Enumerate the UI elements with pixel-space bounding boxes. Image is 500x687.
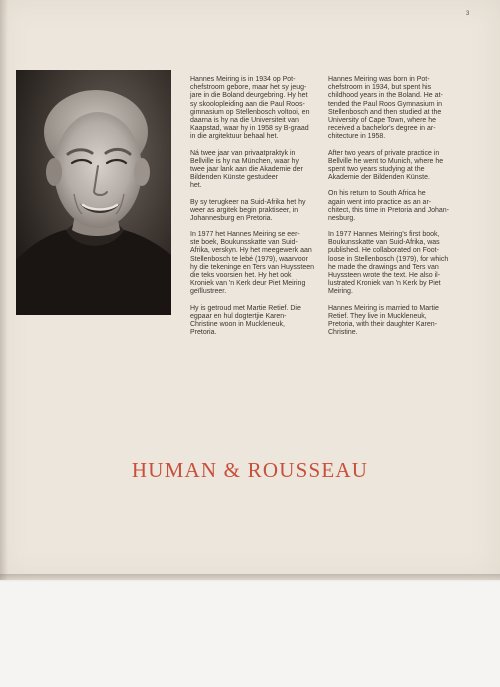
english-paragraph: In 1977 Hannes Meiring's first book, Boukunsskatte van Suid-Afrika, was published. He collaborated on Foot- loose in Stellenbosch (1979), for which he made the drawings and Ters van Huyssteen wrote the text. He also il- lustrated Kroniek van 'n Kerk by Piet Meiring. xyxy=(328,231,449,296)
english-paragraph: On his return to South Africa he again went into practice as an ar- chitect, this time in Pretoria and Johan- nesburg. xyxy=(328,190,450,222)
english-paragraph: Hannes Meiring was born in Pot- chefstroom in 1934, but spent his childhood years in the Boland. He at- tended the Paul Roos Gymnasium in Stellenbosch and then studied at the University of Cape Town, where he received a bachelor's degree in ar- chitecture in 1958. xyxy=(328,76,443,141)
afrikaans-paragraph: Hannes Meiring is in 1934 op Pot- chefstroom gebore, maar het sy jeug- jare in die Boland deurgebring. Hy het sy skoolopleiding aan die Paul Roos- gimnasium op Stellenbosch voltooi, en daarna is hy na die Universiteit van Kaapstad, waar hy in 1958 sy B-graad in die argitektuur behaal het. xyxy=(190,76,310,141)
afrikaans-bio-column xyxy=(190,68,318,345)
author-portrait xyxy=(16,70,171,315)
page-edge-shadow xyxy=(0,574,500,582)
english-paragraph: Hannes Meiring is married to Martie Retief. They live in Muckleneuk, Pretoria, with their daughter Karen- Christine. xyxy=(328,304,439,336)
afrikaans-paragraph: Ná twee jaar van privaatpraktyk in Bellville is hy na München, waar hy twee jaar lank aan die Akademie der Bildenden Künste gestudeer het. xyxy=(190,149,303,190)
publisher-name: HUMAN & ROUSSEAU xyxy=(131,458,369,482)
english-bio-column xyxy=(328,68,453,345)
english-paragraph: After two years of private practice in Bellville he went to Munich, where he spent two years studying at the Akademie der Bildenden Künste. xyxy=(328,149,444,182)
afrikaans-paragraph: In 1977 het Hannes Meiring se eer- ste boek, Boukunsskatte van Suid- Afrika, verskyn. Hy het meegewerk aan Stellenbosch te lebé (1979), waarvoor hy die tekeninge en Ters van Huyssteen die teks voorsien het. Hy het ook Kroniek van 'n Kerk deur Piet Meiring geïllustreer. xyxy=(190,231,315,296)
page-number: 3 xyxy=(466,11,470,17)
page-shadow xyxy=(0,0,8,580)
afrikaans-paragraph: By sy terugkeer na Suid-Afrika het hy weer as argitek begin praktiseer, in Johannesburg en Pretoria. xyxy=(190,198,306,222)
afrikaans-paragraph: Hy is getroud met Martie Retief. Die egpaar en hul dogtertjie Karen- Christine woon in Muckleneuk, Pretoria. xyxy=(190,304,301,336)
